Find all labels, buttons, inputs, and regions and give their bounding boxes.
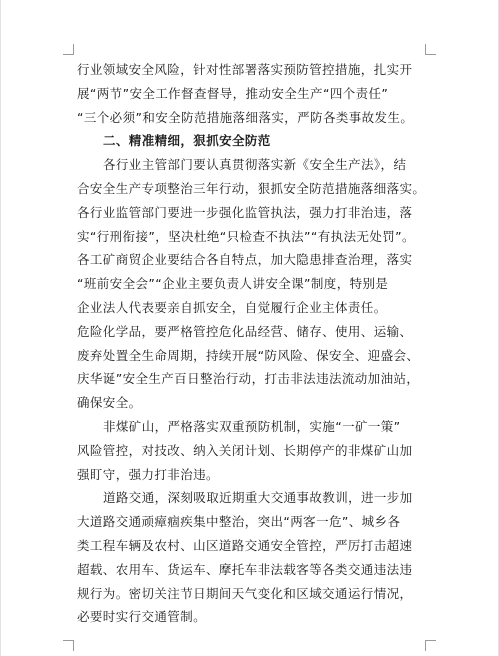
text-line: 行业领域安全风险，针对性部署落实预防管控措施，扎实开 xyxy=(77,62,413,77)
section-heading: 二、精准精细，狠抓安全防范 xyxy=(103,133,271,149)
crop-mark-bottom-left xyxy=(63,640,74,651)
text-line: 各行业监管部门要进一步强化监管执法，强力打非治违，落 xyxy=(77,204,413,220)
text-line: 危险化学品，要严格管控危化品经营、储存、使用、运输、 xyxy=(77,323,413,339)
text-line: “三个必须”和安全防范措施落细落实，严防各类事故发生。 xyxy=(77,109,414,125)
crop-mark-bottom-right xyxy=(425,640,436,651)
text-line: 超载、农用车、货运车、摩托车非法载客等各类交通违法违 xyxy=(77,561,413,577)
text-line: 道路交通，深刻吸取近期重大交通事故教训，进一步加 xyxy=(103,490,413,506)
text-line: 企业法人代表要亲自抓安全，自觉履行企业主体责任。 xyxy=(77,299,387,315)
document-body[interactable] xyxy=(77,58,427,629)
text-line: “班前安全会”“企业主要负责人讲安全课”制度，特别是 xyxy=(77,276,389,292)
text-line: 展“两节”安全工作督查督导，推动安全生产“四个责任” xyxy=(77,85,389,101)
text-line: 规行为。密切关注节日期间天气变化和区域交通运行情况， xyxy=(77,585,413,601)
text-line: 实“行刑衔接”，坚决杜绝“只检查不执法”“有执法无处罚”。 xyxy=(77,228,415,244)
text-line: 废弃处置全生命周期，持续开展“防风险、保安全、迎盛会、 xyxy=(77,347,420,363)
text-line: 强盯守，强力打非治违。 xyxy=(77,466,219,482)
text-line: 各工矿商贸企业要结合各自特点，加大隐患排查治理，落实 xyxy=(77,252,413,268)
crop-mark-top-left xyxy=(63,44,74,55)
text-line: 确保安全。 xyxy=(77,395,142,411)
text-line: 必要时实行交通管制。 xyxy=(77,609,207,625)
crop-mark-top-right xyxy=(425,44,436,55)
text-line: 各行业主管部门要认真贯彻落实新《安全生产法》，结 xyxy=(103,157,407,173)
text-line: 类工程车辆及农村、山区道路交通安全管控，严厉打击超速 xyxy=(77,537,413,553)
text-line: 庆华诞”安全生产百日整治行动，打击非法违法流动加油站， xyxy=(77,371,420,387)
text-line: 合安全生产专项整治三年行动，狠抓安全防范措施落细落实。 xyxy=(77,180,426,196)
text-line: 大道路交通顽瘴痼疾集中整治，突出“两客一危”、城乡各 xyxy=(77,514,401,530)
text-line: 非煤矿山，严格落实双重预防机制，实施“一矿一策” xyxy=(103,418,401,434)
text-line: 风险管控，对技改、纳入关闭计划、长期停产的非煤矿山加 xyxy=(77,442,413,458)
